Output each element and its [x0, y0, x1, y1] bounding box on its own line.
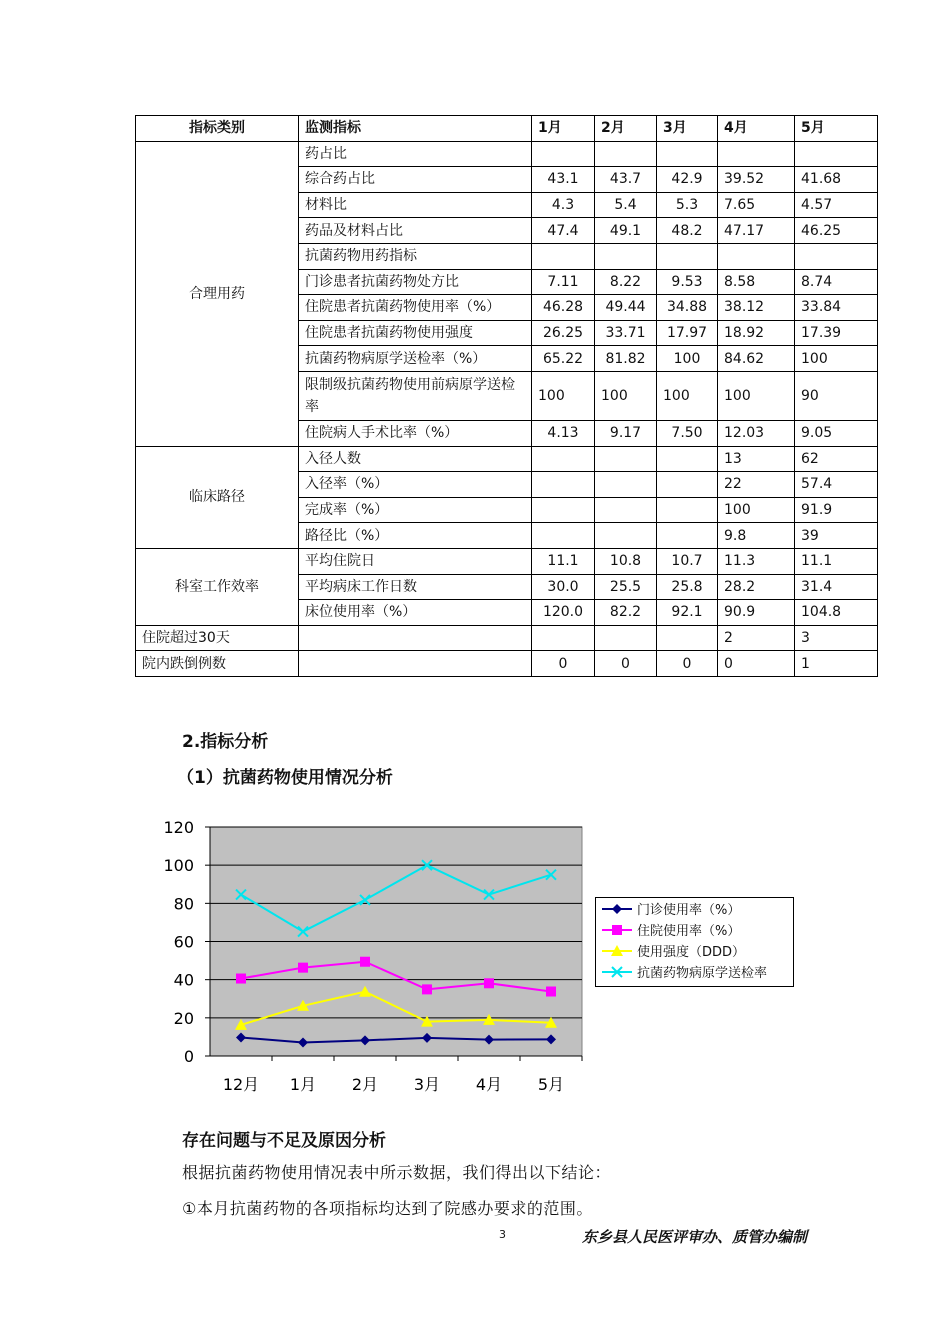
legend-label: 住院使用率（%）: [637, 924, 741, 939]
value-cell: 92.1: [657, 600, 718, 626]
value-cell: 39: [795, 523, 878, 549]
x-tick-label: 4月: [475, 1075, 503, 1094]
value-cell: 90.9: [718, 600, 795, 626]
legend-label: 门诊使用率（%）: [637, 903, 741, 918]
value-cell: [532, 497, 595, 523]
value-cell: [657, 625, 718, 651]
value-cell: 41.68: [795, 167, 878, 193]
data-point: [298, 963, 308, 973]
x-tick-label: 3月: [413, 1075, 441, 1094]
data-point: [236, 974, 246, 984]
indicator-cell: 住院病人手术比率（%）: [299, 420, 532, 446]
value-cell: 90: [795, 371, 878, 420]
legend-item: [596, 898, 793, 919]
value-cell: 9.17: [595, 420, 657, 446]
table-row: [136, 446, 878, 472]
x-tick-label: 12月: [222, 1075, 260, 1094]
indicator-cell: [299, 625, 532, 651]
column-header: 4月: [718, 116, 795, 142]
value-cell: 9.53: [657, 269, 718, 295]
indicator-cell: 路径比（%）: [299, 523, 532, 549]
value-cell: 100: [595, 371, 657, 420]
value-cell: [657, 523, 718, 549]
value-cell: 33.71: [595, 320, 657, 346]
value-cell: 48.2: [657, 218, 718, 244]
value-cell: 46.28: [532, 295, 595, 321]
value-cell: 9.05: [795, 420, 878, 446]
value-cell: 4.3: [532, 192, 595, 218]
value-cell: 43.1: [532, 167, 595, 193]
legend-item: [596, 919, 793, 940]
value-cell: 11.1: [795, 548, 878, 574]
indicator-cell: 完成率（%）: [299, 497, 532, 523]
value-cell: 7.11: [532, 269, 595, 295]
table-row: [136, 548, 878, 574]
value-cell: 8.58: [718, 269, 795, 295]
value-cell: 120.0: [532, 600, 595, 626]
column-header: 5月: [795, 116, 878, 142]
value-cell: 10.7: [657, 548, 718, 574]
value-cell: 25.8: [657, 574, 718, 600]
y-tick-label: 20: [173, 1008, 194, 1028]
data-point: [546, 986, 556, 996]
value-cell: 31.4: [795, 574, 878, 600]
value-cell: 65.22: [532, 346, 595, 372]
data-point: [484, 978, 494, 988]
indicator-cell: 药品及材料占比: [299, 218, 532, 244]
value-cell: [657, 446, 718, 472]
indicator-cell: 住院患者抗菌药物使用率（%）: [299, 295, 532, 321]
legend-swatch: [600, 902, 634, 916]
value-cell: 4.13: [532, 420, 595, 446]
value-cell: [595, 497, 657, 523]
value-cell: 0: [718, 651, 795, 677]
value-cell: 10.8: [595, 548, 657, 574]
value-cell: 38.12: [718, 295, 795, 321]
indicator-cell: 药占比: [299, 141, 532, 167]
value-cell: [532, 446, 595, 472]
value-cell: 33.84: [795, 295, 878, 321]
value-cell: 39.52: [718, 167, 795, 193]
indicator-cell: 入径人数: [299, 446, 532, 472]
y-tick-label: 40: [173, 970, 194, 990]
value-cell: 49.1: [595, 218, 657, 244]
analysis-heading: 存在问题与不足及原因分析: [182, 1131, 386, 1151]
value-cell: 0: [532, 651, 595, 677]
value-cell: 42.9: [657, 167, 718, 193]
value-cell: 34.88: [657, 295, 718, 321]
legend-swatch: [600, 923, 634, 937]
value-cell: 13: [718, 446, 795, 472]
y-tick-label: 60: [173, 932, 194, 952]
indicator-cell: 门诊患者抗菌药物处方比: [299, 269, 532, 295]
chart-legend: [595, 897, 794, 987]
value-cell: 81.82: [595, 346, 657, 372]
value-cell: [718, 141, 795, 167]
value-cell: 43.7: [595, 167, 657, 193]
table-row: [136, 625, 878, 651]
value-cell: 2: [718, 625, 795, 651]
table-row: [136, 651, 878, 677]
value-cell: [795, 141, 878, 167]
value-cell: 4.57: [795, 192, 878, 218]
value-cell: 30.0: [532, 574, 595, 600]
value-cell: 84.62: [718, 346, 795, 372]
value-cell: 18.92: [718, 320, 795, 346]
value-cell: 0: [657, 651, 718, 677]
indicator-cell: [299, 651, 532, 677]
value-cell: [532, 243, 595, 269]
indicator-cell: 综合药占比: [299, 167, 532, 193]
value-cell: 25.5: [595, 574, 657, 600]
value-cell: [657, 141, 718, 167]
value-cell: 5.4: [595, 192, 657, 218]
value-cell: 28.2: [718, 574, 795, 600]
legend-swatch: [600, 965, 634, 979]
value-cell: 8.22: [595, 269, 657, 295]
value-cell: 8.74: [795, 269, 878, 295]
value-cell: 57.4: [795, 472, 878, 498]
y-tick-label: 120: [163, 818, 194, 837]
x-tick-label: 1月: [289, 1075, 317, 1094]
value-cell: 26.25: [532, 320, 595, 346]
value-cell: [657, 472, 718, 498]
value-cell: [532, 141, 595, 167]
value-cell: [595, 472, 657, 498]
category-cell: 住院超过30天: [136, 625, 299, 651]
category-cell: 临床路径: [136, 446, 299, 548]
table-header-row: [136, 116, 878, 142]
value-cell: 100: [795, 346, 878, 372]
indicator-cell: 平均住院日: [299, 548, 532, 574]
x-tick-label: 5月: [537, 1075, 565, 1094]
indicator-cell: 抗菌药物用药指标: [299, 243, 532, 269]
table-row: [136, 141, 878, 167]
value-cell: 12.03: [718, 420, 795, 446]
y-tick-label: 100: [163, 856, 194, 876]
legend-label: 抗菌药物病原学送检率: [637, 966, 768, 981]
category-cell: 合理用药: [136, 141, 299, 446]
value-cell: 104.8: [795, 600, 878, 626]
value-cell: 82.2: [595, 600, 657, 626]
value-cell: [532, 523, 595, 549]
indicator-cell: 住院患者抗菌药物使用强度: [299, 320, 532, 346]
column-header: 3月: [657, 116, 718, 142]
value-cell: 100: [718, 497, 795, 523]
indicator-cell: 材料比: [299, 192, 532, 218]
column-header: 指标类别: [136, 116, 299, 142]
legend-swatch: [600, 944, 634, 958]
value-cell: 11.1: [532, 548, 595, 574]
value-cell: 49.44: [595, 295, 657, 321]
value-cell: 47.17: [718, 218, 795, 244]
value-cell: [657, 243, 718, 269]
column-header: 监测指标: [299, 116, 532, 142]
value-cell: [657, 497, 718, 523]
value-cell: 3: [795, 625, 878, 651]
legend-label: 使用强度（DDD）: [637, 945, 746, 960]
value-cell: 46.25: [795, 218, 878, 244]
antibiotic-usage-chart: [150, 815, 590, 1105]
value-cell: 17.39: [795, 320, 878, 346]
value-cell: 0: [595, 651, 657, 677]
value-cell: [595, 243, 657, 269]
footer-editor: 东乡县人民医评审办、质管办编制: [582, 1228, 808, 1246]
value-cell: 11.3: [718, 548, 795, 574]
value-cell: [532, 625, 595, 651]
legend-item: [596, 961, 793, 982]
y-tick-label: 0: [183, 1047, 194, 1066]
value-cell: 62: [795, 446, 878, 472]
conclusion-intro: 根据抗菌药物使用情况表中所示数据，我们得出以下结论：: [182, 1163, 612, 1182]
indicator-cell: 限制级抗菌药物使用前病原学送检率: [299, 371, 532, 420]
page-number: 3: [499, 1228, 506, 1241]
indicator-cell: 平均病床工作日数: [299, 574, 532, 600]
value-cell: 22: [718, 472, 795, 498]
value-cell: 91.9: [795, 497, 878, 523]
value-cell: 5.3: [657, 192, 718, 218]
value-cell: 100: [718, 371, 795, 420]
metrics-table: [135, 115, 878, 677]
x-tick-label: 2月: [351, 1075, 379, 1094]
data-point: [422, 984, 432, 994]
value-cell: 17.97: [657, 320, 718, 346]
subsection-heading: （1）抗菌药物使用情况分析: [177, 768, 393, 788]
indicator-cell: 入径率（%）: [299, 472, 532, 498]
value-cell: 1: [795, 651, 878, 677]
data-point: [360, 957, 370, 967]
value-cell: [595, 446, 657, 472]
value-cell: [595, 625, 657, 651]
column-header: 1月: [532, 116, 595, 142]
conclusion-item-1: ①本月抗菌药物的各项指标均达到了院感办要求的范围。: [182, 1199, 593, 1218]
legend-item: [596, 940, 793, 961]
value-cell: [595, 141, 657, 167]
category-cell: 科室工作效率: [136, 548, 299, 625]
category-cell: 院内跌倒例数: [136, 651, 299, 677]
value-cell: 7.50: [657, 420, 718, 446]
value-cell: 7.65: [718, 192, 795, 218]
value-cell: [795, 243, 878, 269]
indicator-cell: 抗菌药物病原学送检率（%）: [299, 346, 532, 372]
indicator-cell: 床位使用率（%）: [299, 600, 532, 626]
value-cell: 100: [657, 371, 718, 420]
value-cell: 100: [532, 371, 595, 420]
section-heading: 2.指标分析: [182, 732, 269, 752]
value-cell: [595, 523, 657, 549]
value-cell: [532, 472, 595, 498]
value-cell: [718, 243, 795, 269]
value-cell: 9.8: [718, 523, 795, 549]
y-tick-label: 80: [173, 894, 194, 914]
value-cell: 100: [657, 346, 718, 372]
value-cell: 47.4: [532, 218, 595, 244]
column-header: 2月: [595, 116, 657, 142]
